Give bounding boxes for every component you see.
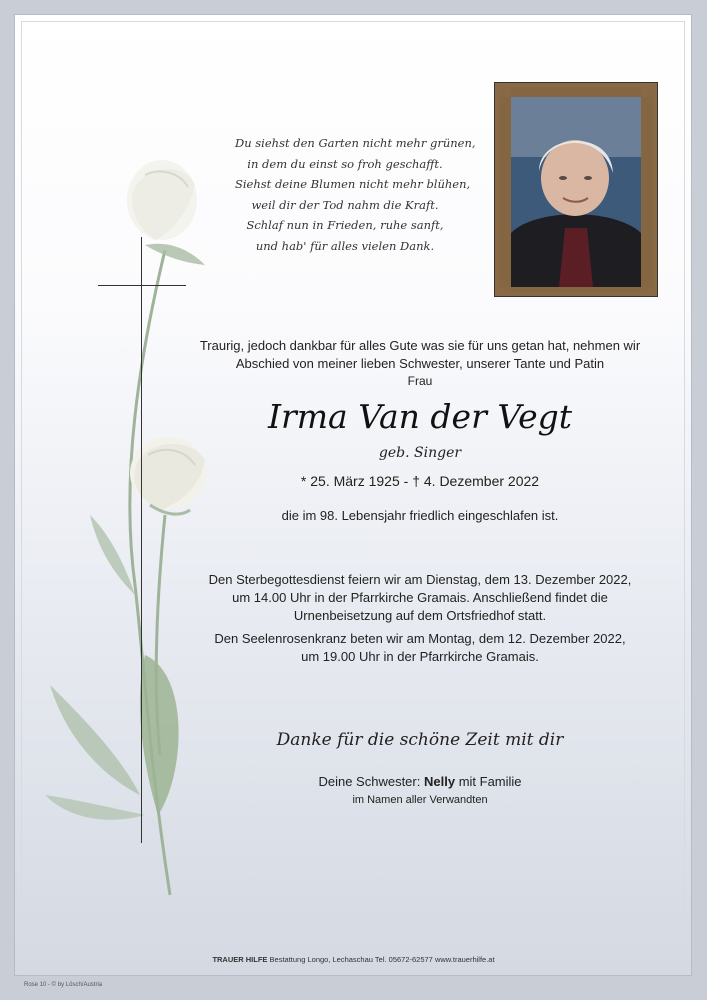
rosary-info bbox=[190, 630, 650, 666]
template-label: Rose 10 - © by Lösch/Austria bbox=[24, 982, 103, 988]
deceased-name: Irma Van der Vegt bbox=[267, 397, 573, 436]
footer-brand: TRAUER HILFE bbox=[212, 955, 268, 964]
poem bbox=[235, 133, 476, 256]
thanks-line: Danke für die schöne Zeit mit dir bbox=[276, 730, 564, 750]
mourners-line bbox=[190, 774, 650, 789]
intro-line: Abschied von meiner lieben Schwester, unserer Tante und Patin bbox=[235, 356, 605, 371]
white-rose-illustration bbox=[40, 155, 210, 915]
funeral-mass-info bbox=[190, 571, 650, 625]
rosary-line: Den Seelenrosenkranz beten wir am Montag, dem 12. Dezember 2022, bbox=[214, 631, 626, 646]
obituary-card bbox=[14, 14, 692, 976]
intro-text bbox=[190, 337, 650, 373]
footer bbox=[0, 955, 707, 964]
portrait-photo bbox=[494, 82, 658, 297]
mourners-suffix: mit Familie bbox=[458, 774, 522, 789]
poem-line: Siehst deine Blumen nicht mehr blühen, bbox=[235, 177, 471, 191]
life-text: die im 98. Lebensjahr friedlich eingeschlafen ist. bbox=[281, 508, 559, 523]
mourners-prefix: Deine Schwester: bbox=[318, 774, 421, 789]
salutation: Frau bbox=[407, 374, 433, 388]
life-dates: * 25. März 1925 - † 4. Dezember 2022 bbox=[300, 473, 540, 489]
intro-line: Traurig, jedoch dankbar für alles Gute was sie für uns getan hat, nehmen wir bbox=[199, 338, 641, 353]
poem-line: in dem du einst so froh geschafft. bbox=[247, 156, 443, 171]
cross-vertical-line bbox=[141, 237, 142, 843]
mourners-name: Nelly bbox=[423, 774, 456, 789]
mass-line: um 14.00 Uhr in der Pfarrkirche Gramais. Anschließend findet die bbox=[232, 590, 608, 605]
maiden-name: geb. Singer bbox=[378, 445, 462, 461]
mass-line: Urnenbeisetzung auf dem Ortsfriedhof statt. bbox=[293, 608, 547, 623]
poem-line: Du siehst den Garten nicht mehr grünen, bbox=[235, 136, 476, 150]
poem-line: Schlaf nun in Frieden, ruhe sanft, bbox=[246, 218, 444, 232]
poem-line: weil dir der Tod nahm die Kraft. bbox=[251, 197, 439, 212]
footer-text: Bestattung Longo, Lechaschau Tel. 05672-62577 www.trauerhilfe.at bbox=[269, 955, 495, 964]
rosary-line: um 19.00 Uhr in der Pfarrkirche Gramais. bbox=[301, 649, 539, 664]
mass-line: Den Sterbegottesdienst feiern wir am Dienstag, dem 13. Dezember 2022, bbox=[208, 572, 632, 587]
poem-line: und hab' für alles vielen Dank. bbox=[255, 238, 435, 253]
relatives-line: im Namen aller Verwandten bbox=[352, 794, 488, 806]
cross-horizontal-line bbox=[98, 285, 186, 286]
